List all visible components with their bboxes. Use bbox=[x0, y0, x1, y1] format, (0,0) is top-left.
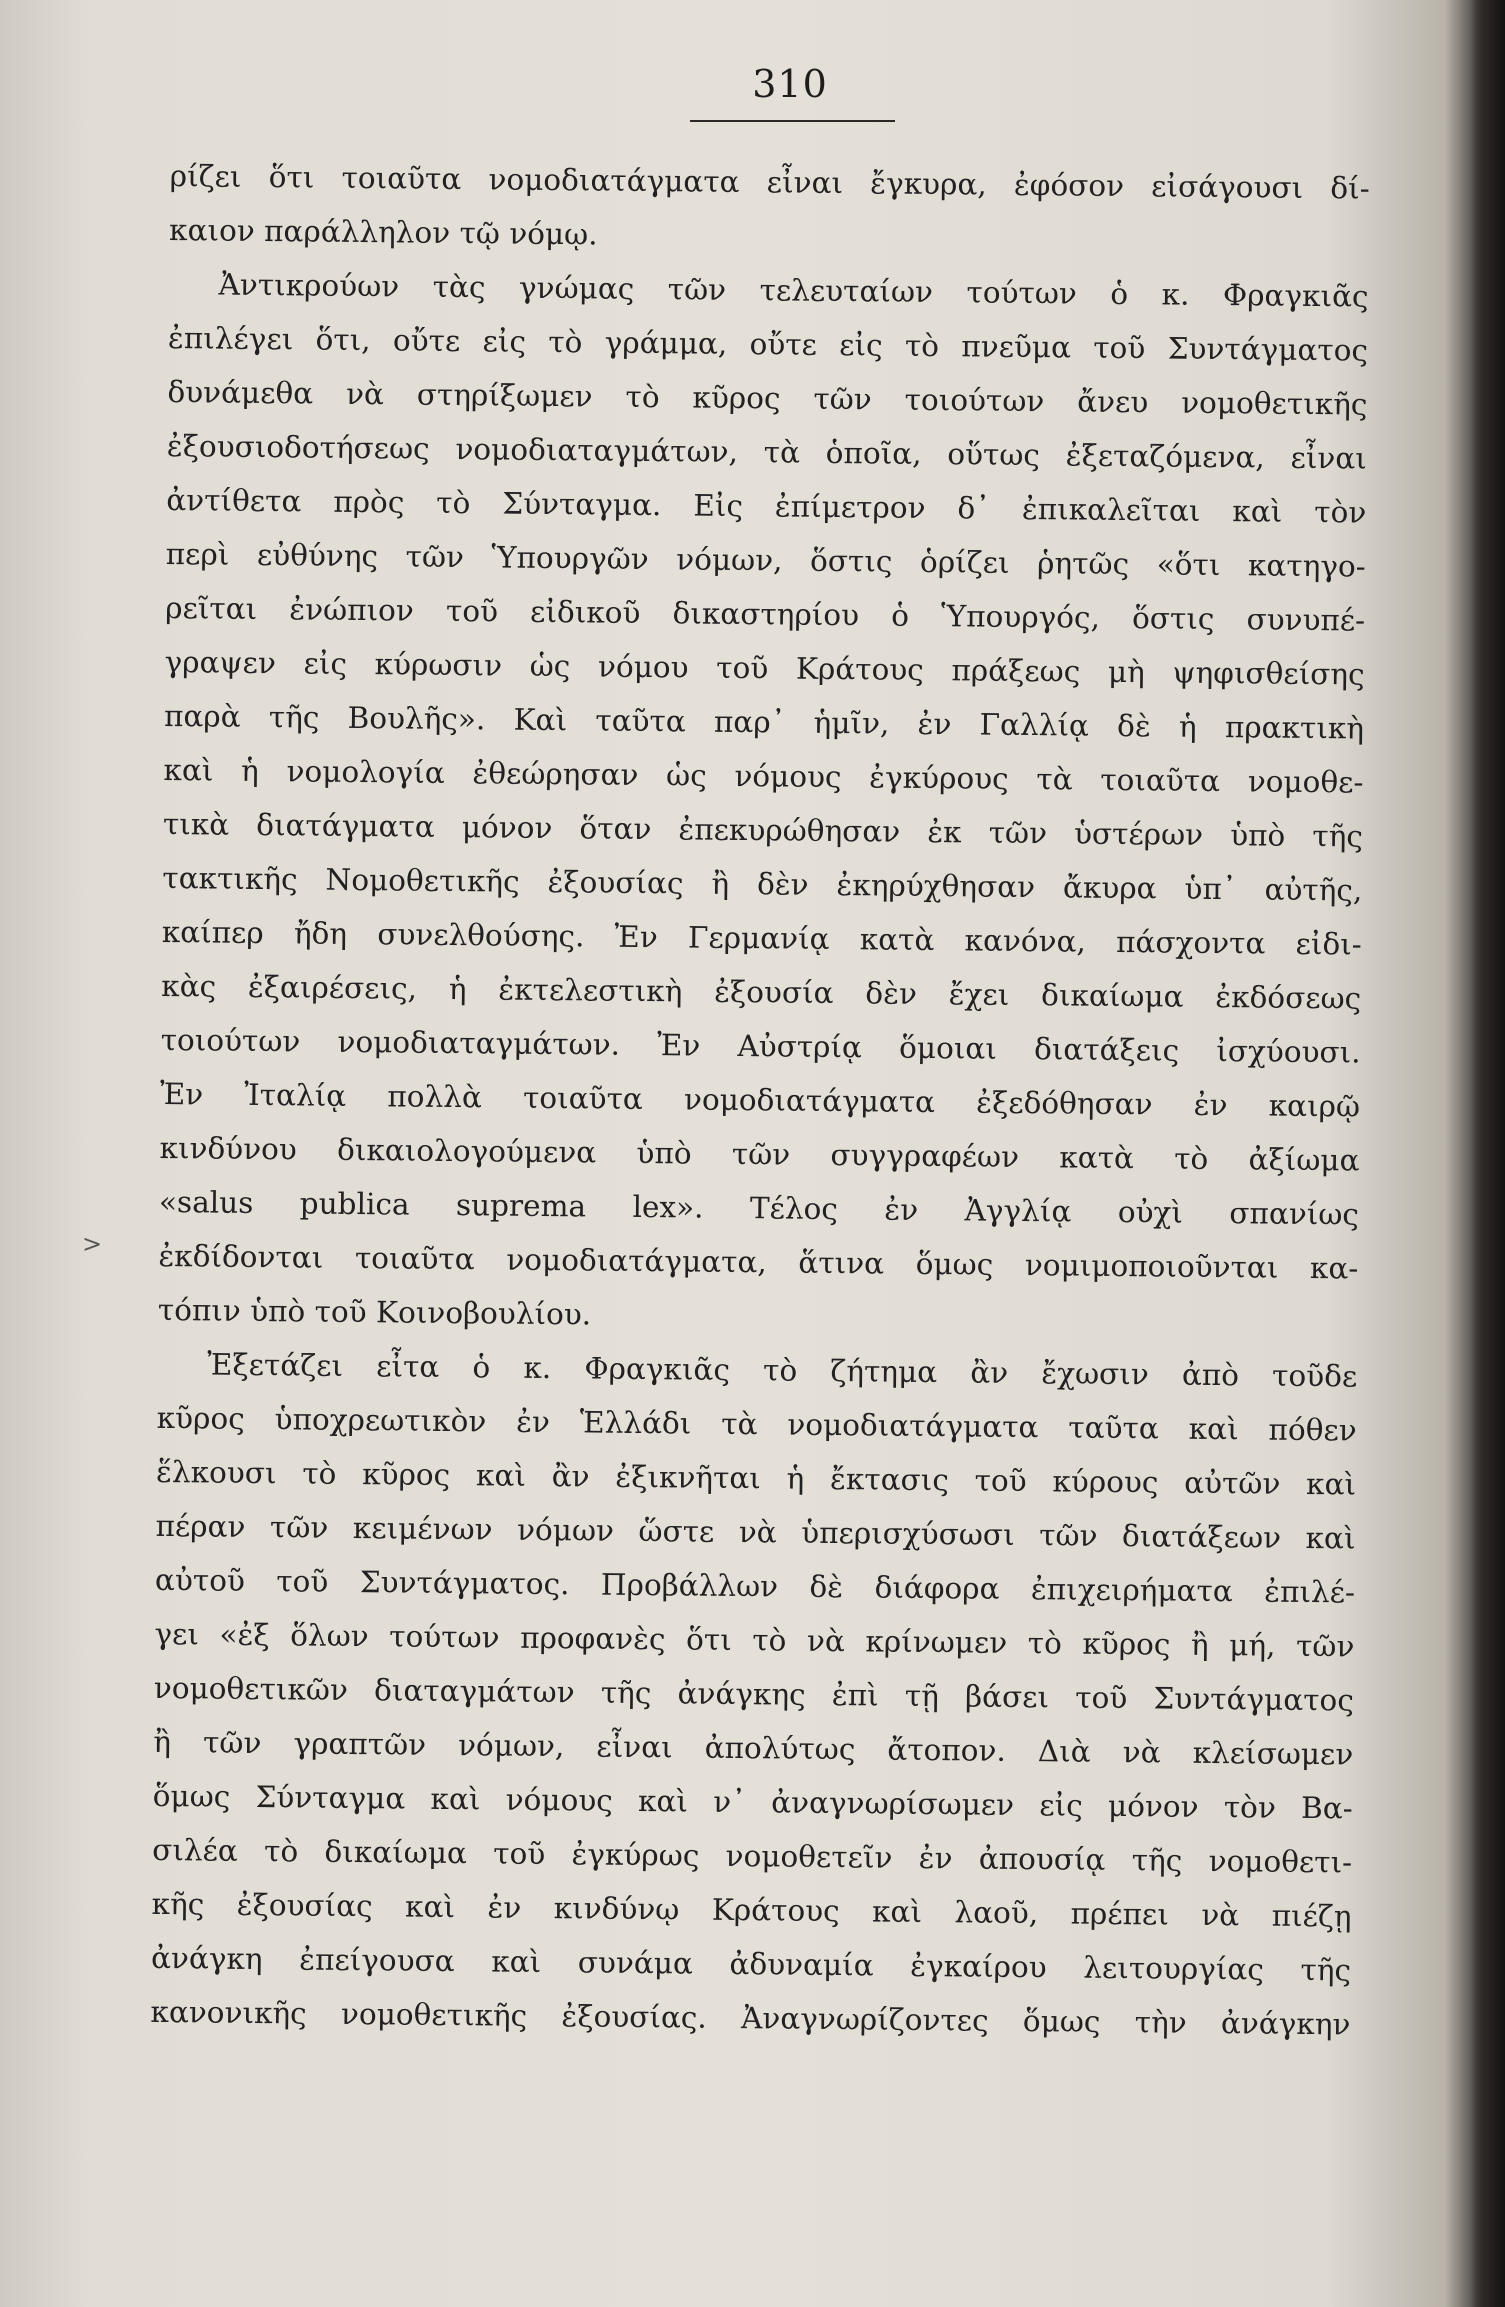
text-line: Ἀντικρούων τὰς γνώμας τῶν τελευταίων τούτων ὁ κ. Φραγκιᾶς bbox=[218, 267, 1369, 314]
text-line: Ἐξετάζει εἶτα ὁ κ. Φραγκιᾶς τὸ ζήτημα ἂν ἔχωσιν ἀπὸ τοῦδε bbox=[207, 1347, 1358, 1394]
text-line: γει «ἐξ ὅλων τούτων προφανὲς ὅτι τὸ νὰ κρίνωμεν τὸ κῦρος ἢ μή, τῶν bbox=[154, 1616, 1355, 1664]
text-line: ἐκδίδονται τοιαῦτα νομοδιατάγματα, ἅτινα ὅμως νομιμοποιοῦνται κα- bbox=[158, 1238, 1359, 1286]
text-line: κῦρος ὑποχρεωτικὸν ἐν Ἑλλάδι τὰ νομοδιατάγματα ταῦτα καὶ πόθεν bbox=[156, 1400, 1357, 1448]
text-line: ὅμως Σύνταγμα καὶ νόμους καὶ ν᾽ ἀναγνωρίσωμεν εἰς μόνον τὸν Βα- bbox=[152, 1778, 1353, 1826]
text-line: ἕλκουσι τὸ κῦρος καὶ ἂν ἐξικνῆται ἡ ἔκτασις τοῦ κύρους αὐτῶν καὶ bbox=[155, 1454, 1357, 1502]
text-line: ρίζει ὅτι τοιαῦτα νομοδιατάγματα εἶναι ἔγκυρα, ἐφόσον εἰσάγουσι δί- bbox=[169, 158, 1370, 206]
text-line: καίπερ ἤδη συνελθούσης. Ἐν Γερμανίᾳ κατὰ κανόνα, πάσχοντα εἰδι- bbox=[161, 914, 1362, 962]
text-line: τακτικῆς Νομοθετικῆς ἐξουσίας ἢ δὲν ἐκηρύχθησαν ἄκυρα ὑπ᾽ αὐτῆς, bbox=[162, 860, 1363, 908]
text-line: ἢ τῶν γραπτῶν νόμων, εἶναι ἀπολύτως ἄτοπον. Διὰ νὰ κλείσωμεν bbox=[153, 1724, 1354, 1772]
text-line: σιλέα τὸ δικαίωμα τοῦ ἐγκύρως νομοθετεῖν ἐν ἀπουσίᾳ τῆς νομοθετι- bbox=[152, 1832, 1353, 1880]
text-line: ἐπιλέγει ὅτι, οὔτε εἰς τὸ γράμμα, οὔτε εἰς τὸ πνεῦμα τοῦ Συντάγματος bbox=[167, 320, 1369, 368]
text-line: ἀνάγκη ἐπείγουσα καὶ συνάμα ἀδυναμία ἐγκαίρου λειτουργίας τῆς bbox=[150, 1940, 1352, 1988]
text-line: τοιούτων νομοδιαταγμάτων. Ἐν Αὐστρίᾳ ὅμοιαι διατάξεις ἰσχύουσι. bbox=[160, 1022, 1361, 1070]
text-line: δυνάμεθα νὰ στηρίξωμεν τὸ κῦρος τῶν τοιούτων ἄνευ νομοθετικῆς bbox=[167, 374, 1368, 422]
text-line: «salus publica suprema lex». Τέλος ἐν Ἀγγλίᾳ οὐχὶ σπανίως bbox=[158, 1184, 1360, 1232]
text-line: τικὰ διατάγματα μόνον ὅταν ἐπεκυρώθησαν ἐκ τῶν ὑστέρων ὑπὸ τῆς bbox=[162, 806, 1364, 854]
text-line: καιον παράλληλον τῷ νόμῳ. bbox=[168, 212, 598, 252]
text-line: γραψεν εἰς κύρωσιν ὡς νόμου τοῦ Κράτους πράξεως μὴ ψηφισθείσης bbox=[164, 644, 1365, 692]
text-line: ἀντίθετα πρὸς τὸ Σύνταγμα. Εἰς ἐπίμετρον δ᾽ ἐπικαλεῖται καὶ τὸν bbox=[166, 482, 1367, 530]
text-line: κινδύνου δικαιολογούμενα ὑπὸ τῶν συγγραφέων κατὰ τὸ ἀξίωμα bbox=[159, 1130, 1360, 1178]
text-line: πέραν τῶν κειμένων νόμων ὥστε νὰ ὑπερισχύσωσι τῶν διατάξεων καὶ bbox=[155, 1508, 1356, 1556]
text-line: τόπιν ὑπὸ τοῦ Κοινοβουλίου. bbox=[157, 1292, 592, 1332]
header-rule bbox=[690, 120, 895, 122]
text-line: παρὰ τῆς Βουλῆς». Καὶ ταῦτα παρ᾽ ἡμῖν, ἐν Γαλλίᾳ δὲ ἡ πρακτικὴ bbox=[163, 698, 1365, 746]
text-line: κὰς ἐξαιρέσεις, ἡ ἐκτελεστικὴ ἐξουσία δὲν ἔχει δικαίωμα ἐκδόσεως bbox=[161, 968, 1362, 1016]
text-line: κῆς ἐξουσίας καὶ ἐν κινδύνῳ Κράτους καὶ λαοῦ, πρέπει νὰ πιέζῃ bbox=[151, 1886, 1352, 1934]
text-line: καὶ ἡ νομολογία ἐθεώρησαν ὡς νόμους ἐγκύρους τὰ τοιαῦτα νομοθε- bbox=[163, 752, 1364, 800]
text-line: περὶ εὐθύνης τῶν Ὑπουργῶν νόμων, ὅστις ὁρίζει ῥητῶς «ὅτι κατηγο- bbox=[165, 536, 1366, 584]
book-spine-shadow bbox=[1471, 0, 1505, 2307]
body-text bbox=[149, 150, 1370, 2172]
text-line: ρεῖται ἐνώπιον τοῦ εἰδικοῦ δικαστηρίου ὁ Ὑπουργός, ὅστις συνυπέ- bbox=[165, 590, 1366, 638]
page-number: 310 bbox=[752, 62, 828, 106]
text-line: Ἐν Ἰταλίᾳ πολλὰ τοιαῦτα νομοδιατάγματα ἐξεδόθησαν ἐν καιρῷ bbox=[159, 1076, 1361, 1124]
text-line: αὐτοῦ τοῦ Συντάγματος. Προβάλλων δὲ διάφορα ἐπιχειρήματα ἐπιλέ- bbox=[154, 1562, 1356, 1610]
text-line: ἐξουσιοδοτήσεως νομοδιαταγμάτων, τὰ ὁποῖα, οὕτως ἐξεταζόμενα, εἶναι bbox=[166, 428, 1368, 476]
text-line: νομοθετικῶν διαταγμάτων τῆς ἀνάγκης ἐπὶ τῇ βάσει τοῦ Συντάγματος bbox=[153, 1670, 1355, 1718]
text-line: κανονικῆς νομοθετικῆς ἐξουσίας. Ἀναγνωρίζοντες ὅμως τὴν ἀνάγκην bbox=[150, 1994, 1351, 2042]
margin-mark: > bbox=[82, 1230, 103, 1258]
